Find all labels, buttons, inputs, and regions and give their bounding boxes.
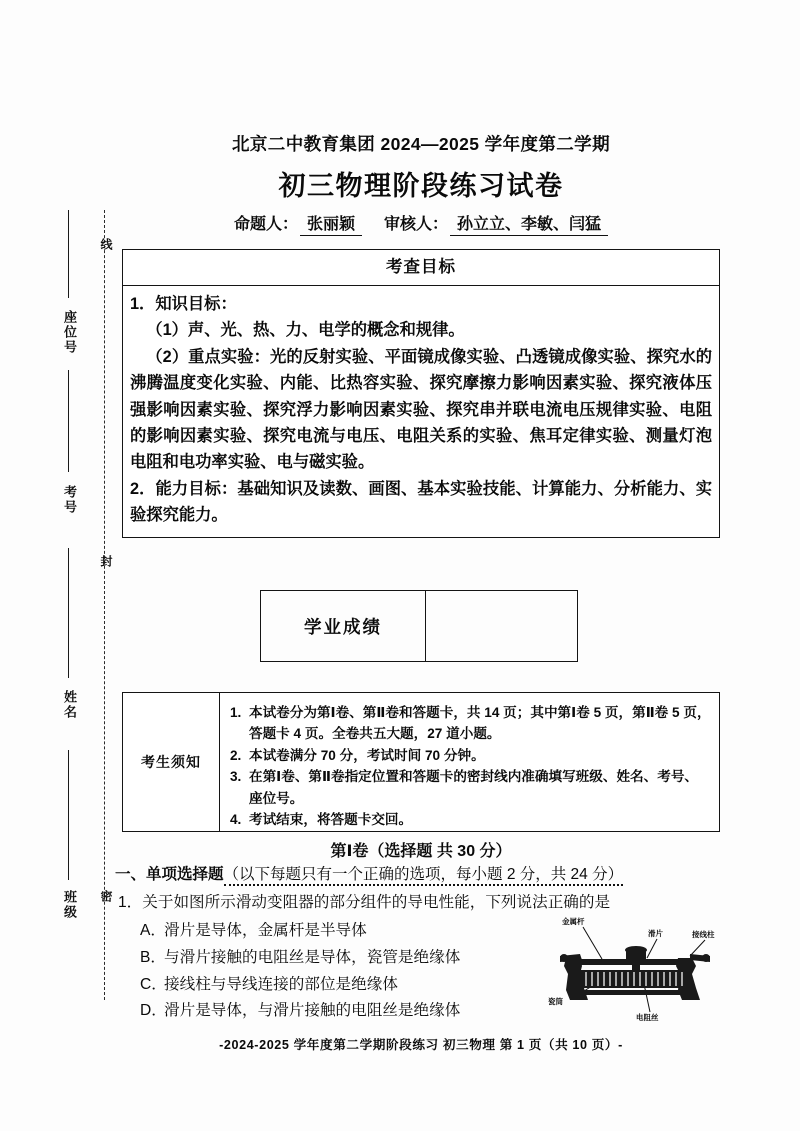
notice-item xyxy=(230,745,711,766)
seal-dashed-line xyxy=(104,210,105,1000)
notice-number: 4. xyxy=(230,812,242,828)
multiple-choice-label: 一、单项选择题 xyxy=(115,866,224,883)
notice-text: 本试卷满分 70 分，考试时间 70 分钟。 xyxy=(249,747,485,763)
option-d-key: D． xyxy=(140,1002,167,1020)
academic-score-value[interactable] xyxy=(426,591,577,661)
objectives-heading: 考查目标 xyxy=(123,250,719,286)
seal-char-mi: 密 xyxy=(99,890,113,903)
question-1-stem: 1．关于如图所示滑动变阻器的部分组件的导电性能，下列说法正确的是 xyxy=(118,894,611,911)
option-c-key: C． xyxy=(140,975,167,993)
school-and-term-line: 北京二中教育集团 2024—2025 学年度第二学期 xyxy=(232,134,610,154)
candidate-notice-box xyxy=(122,692,720,832)
section-one-title: 第Ⅰ卷（选择题 共 30 分） xyxy=(330,843,512,860)
candidate-notice-label: 考生须知 xyxy=(123,693,220,831)
label-slider: 滑片 xyxy=(648,929,663,938)
option-b[interactable] xyxy=(140,945,560,972)
byline xyxy=(122,211,720,236)
seal-label-class: 班级 xyxy=(62,890,77,920)
option-d-text: 滑片是导体，与滑片接触的电阻丝是绝缘体 xyxy=(164,1002,461,1020)
multiple-choice-subtitle xyxy=(115,862,725,884)
candidate-notice-list xyxy=(220,693,719,831)
seal-label-seat-number: 座位号 xyxy=(62,310,77,355)
notice-text: 在第Ⅰ卷、第Ⅱ卷指定位置和答题卡的密封线内准确填写班级、姓名、考号、座位号。 xyxy=(249,769,699,806)
notice-number: 2. xyxy=(230,747,242,763)
reviewer-value: 孙立立、李敏、闫猛 xyxy=(450,211,608,236)
label-ceramic-tube: 瓷筒 xyxy=(548,997,563,1006)
knowledge-objective-2: （2）重点实验：光的反射实验、平面镜成像实验、凸透镜成像实验、探究水的沸腾温度变化实验、内能、比热容实验、探究摩擦力影响因素实验、探究液体压强影响因素实验、探究浮力影响因素实验、探究串并联电流电压规律实验、电阻的影响因素实验、探究电流与电压、电阻关系的实验、焦耳定律实验、测量灯泡电阻和电功率实验、电与磁实验。 xyxy=(130,347,712,472)
page-title: 初三物理阶段练习试卷 xyxy=(278,171,564,201)
notice-number: 1. xyxy=(230,705,242,720)
notice-item xyxy=(230,702,711,745)
seal-rule-4 xyxy=(68,750,69,880)
knowledge-objectives-title: 1．知识目标： xyxy=(130,295,237,313)
seal-label-exam-number: 考号 xyxy=(62,485,77,515)
seal-label-name: 姓名 xyxy=(62,690,77,720)
label-binding-post: 接线柱 xyxy=(692,930,715,939)
option-b-key: B． xyxy=(140,948,166,966)
academic-score-label: 学业成绩 xyxy=(261,591,426,661)
exam-objectives-table xyxy=(122,249,720,538)
label-metal-rod: 金属杆 xyxy=(562,917,585,926)
academic-score-box xyxy=(260,590,578,662)
knowledge-objective-1: （1）声、光、热、力、电学的概念和规律。 xyxy=(146,321,465,340)
seal-char-xian: 线 xyxy=(99,238,113,251)
ability-objectives: 2．能力目标：基础知识及读数、画图、基本实验技能、计算能力、分析能力、实验探究能力。 xyxy=(130,479,712,525)
author-value: 张丽颖 xyxy=(300,211,362,236)
notice-number: 3. xyxy=(230,769,242,785)
option-a-text: 滑片是导体，金属杆是半导体 xyxy=(164,922,367,939)
rheostat-figure xyxy=(540,912,722,1034)
author-label: 命题人： xyxy=(233,216,298,233)
objectives-body xyxy=(123,286,719,537)
notice-text: 本试卷分为第Ⅰ卷、第Ⅱ卷和答题卡，共 14 页；其中第Ⅰ卷 5 页，第Ⅱ卷 5 页，答题卡 4 页。全卷共五大题，27 道小题。 xyxy=(249,705,711,742)
notice-item xyxy=(230,766,711,809)
seal-char-feng: 封 xyxy=(99,555,113,568)
seal-line-margin xyxy=(58,210,118,1000)
page-footer: -2024-2025 学年度第二学期阶段练习 初三物理 第 1 页（共 10 页）- xyxy=(219,1038,623,1052)
option-b-text: 与滑片接触的电阻丝是导体，瓷管是绝缘体 xyxy=(164,948,461,966)
reviewer-group xyxy=(384,211,608,236)
option-c-text: 接线柱与导线连接的部位是绝缘体 xyxy=(164,975,398,993)
option-c[interactable] xyxy=(140,972,560,999)
seal-rule-2 xyxy=(68,370,69,472)
option-d[interactable] xyxy=(140,998,560,1025)
question-1-options xyxy=(140,918,560,1025)
author-group xyxy=(234,211,362,236)
seal-rule-3 xyxy=(68,548,69,678)
option-a[interactable] xyxy=(140,918,560,945)
label-resistance-wire: 电阻丝 xyxy=(636,1013,659,1022)
notice-text: 考试结束，将答题卡交回。 xyxy=(249,812,413,828)
multiple-choice-note: （以下每题只有一个正确的选项，每小题 2 分，共 24 分） xyxy=(224,866,624,886)
reviewer-label: 审核人： xyxy=(384,216,449,233)
seal-rule-1 xyxy=(68,210,69,298)
notice-item xyxy=(230,809,711,830)
option-a-key: A． xyxy=(140,922,166,939)
